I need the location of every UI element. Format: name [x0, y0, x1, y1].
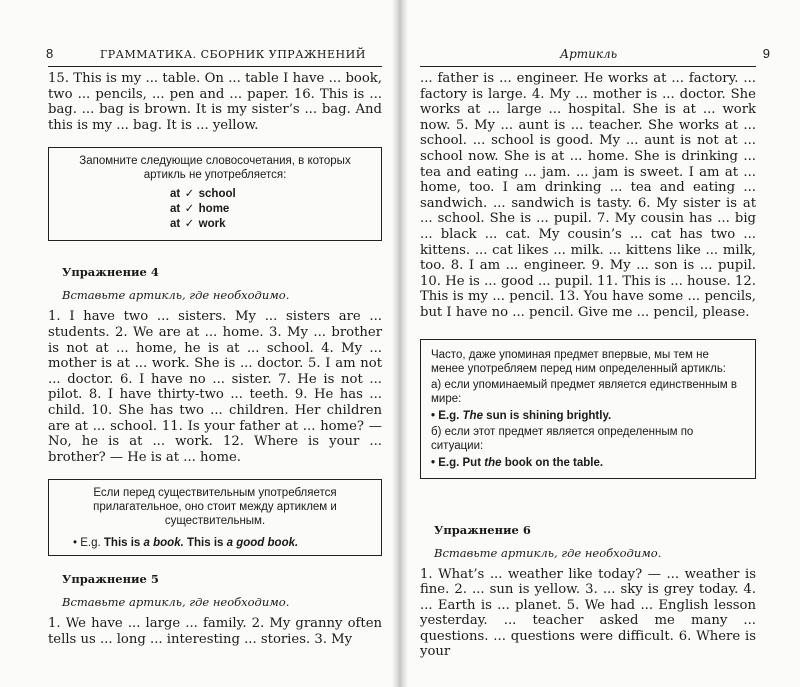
rule-box-adjective: [48, 479, 382, 556]
phrase-list: [170, 187, 260, 232]
rule-box-no-article: [48, 147, 382, 241]
phrase-item: at ✓ school: [170, 188, 236, 201]
left-page-number: 8: [46, 46, 54, 61]
exercise-4-instruction: Вставьте артикль, где необходимо.: [62, 288, 290, 303]
rule-box-definite-article: [420, 339, 756, 479]
check-icon: ✓: [184, 203, 195, 216]
right-page-number: 9: [762, 46, 770, 61]
example-line: • E.g. This is a book. This is a good book.: [73, 537, 299, 550]
left-page-header: [48, 46, 382, 67]
phrase-item: at ✓ work: [170, 218, 226, 231]
example-line: • E.g. The sun is shining brightly.: [431, 409, 612, 422]
exercise-4-title: Упражнение 4: [62, 265, 159, 280]
check-icon: ✓: [184, 218, 195, 231]
example-line: • E.g. Put the book on the table.: [431, 456, 604, 469]
exercise-5-instruction: Вставьте артикль, где необходимо.: [62, 595, 290, 610]
right-page: [400, 0, 800, 687]
exercise-5-continuation: ... father is ... engineer. He works at ... factory. ... factory is large. 4. My ... mother is ... doctor. She works at ... large ... hospital. She is at ... work now. 5. My ... aunt is ... teacher. She works at ... school. ... school is good. My ... aunt is not at ... school now. She is at ... home. She is drinking ... tea and eating ... jam. ... jam is sweet. I am at ... home, too. I am drinking ... tea and eating ... sandwich. ... sandwich is tasty. 6. My sister is at ... school. She is ... pupil. 7. My cousin has ... big ... black ... cat. My cousin’s ... cat has two ... kittens. ... cat likes ... milk. ... kittens like ... milk, too. 8. I am ... engineer. 9. My ... son is ... pupil. 10. He is ... good ... pupil. 11. This is ... house. 12. This is my ... pencil. 13. You have some ... pencils, but I have no ... pencil. Give me ... pencil, please.: [420, 71, 756, 320]
exercise-3-continuation: 15. This is my ... table. On ... table I have ... book, two ... pencils, ... pen and ... paper. 16. This is ... bag. ... bag is brown. It is my sister’s ... bag. And this is my ... bag. It is ... yellow.: [48, 71, 382, 133]
right-page-header: [420, 46, 770, 67]
phrase-item: at ✓ home: [170, 203, 230, 216]
book-gutter: [392, 0, 408, 687]
exercise-4-text: 1. I have two ... sisters. My ... sisters are ... students. 2. We are at ... home. 3. My ... brother is not at ... home, he is at ... school. 4. My ... mother is at ... work. She is ... doctor. 5. I am not ... doctor. 6. I have no ... sister. 7. He is not ... pilot. 8. I have thirty-two ... teeth. 9. He has ... child. 10. She has two ... children. Her children are at ... school. 11. Is your father at ... home? — No, he is at ... work. 12. Where is your ... brother? — He is at ... home.: [48, 309, 382, 465]
check-icon: ✓: [184, 188, 195, 201]
rule-box-text: Если перед существительным употребляется прилагательное, оно стоит между артиклем и существительным.: [93, 487, 337, 528]
rule-point-b: б) если этот предмет является определенным по ситуации:: [431, 425, 694, 452]
rule-point-a: а) если упоминаемый предмет является единственным в мире:: [431, 378, 737, 405]
exercise-5-title: Упражнение 5: [62, 572, 159, 587]
rule-box-intro: Часто, даже упоминая предмет впервые, мы тем не менее употребляем перед ним определенный артикль:: [431, 348, 727, 375]
rule-box-text: Запомните следующие словосочетания, в которых артикль не употребляется:: [79, 155, 351, 182]
exercise-5-text: 1. We have ... large ... family. 2. My granny often tells us ... long ... interesting ... stories. 3. My: [48, 616, 382, 647]
exercise-6-text: 1. What’s ... weather like today? — ... weather is fine. 2. ... sun is yellow. 3. ... sky is grey today. 4. ... Earth is ... planet. 5. We had ... English lesson yesterday. ... teacher asked me many ... questions. ... questions were difficult. 6. Where is your: [420, 566, 756, 660]
exercise-6-title: Упражнение 6: [434, 522, 531, 537]
left-running-head: ГРАММАТИКА. СБОРНИК УПРАЖНЕНИЙ: [100, 48, 366, 61]
right-running-head: Артикль: [560, 47, 618, 61]
exercise-6-instruction: Вставьте артикль, где необходимо.: [434, 545, 662, 560]
